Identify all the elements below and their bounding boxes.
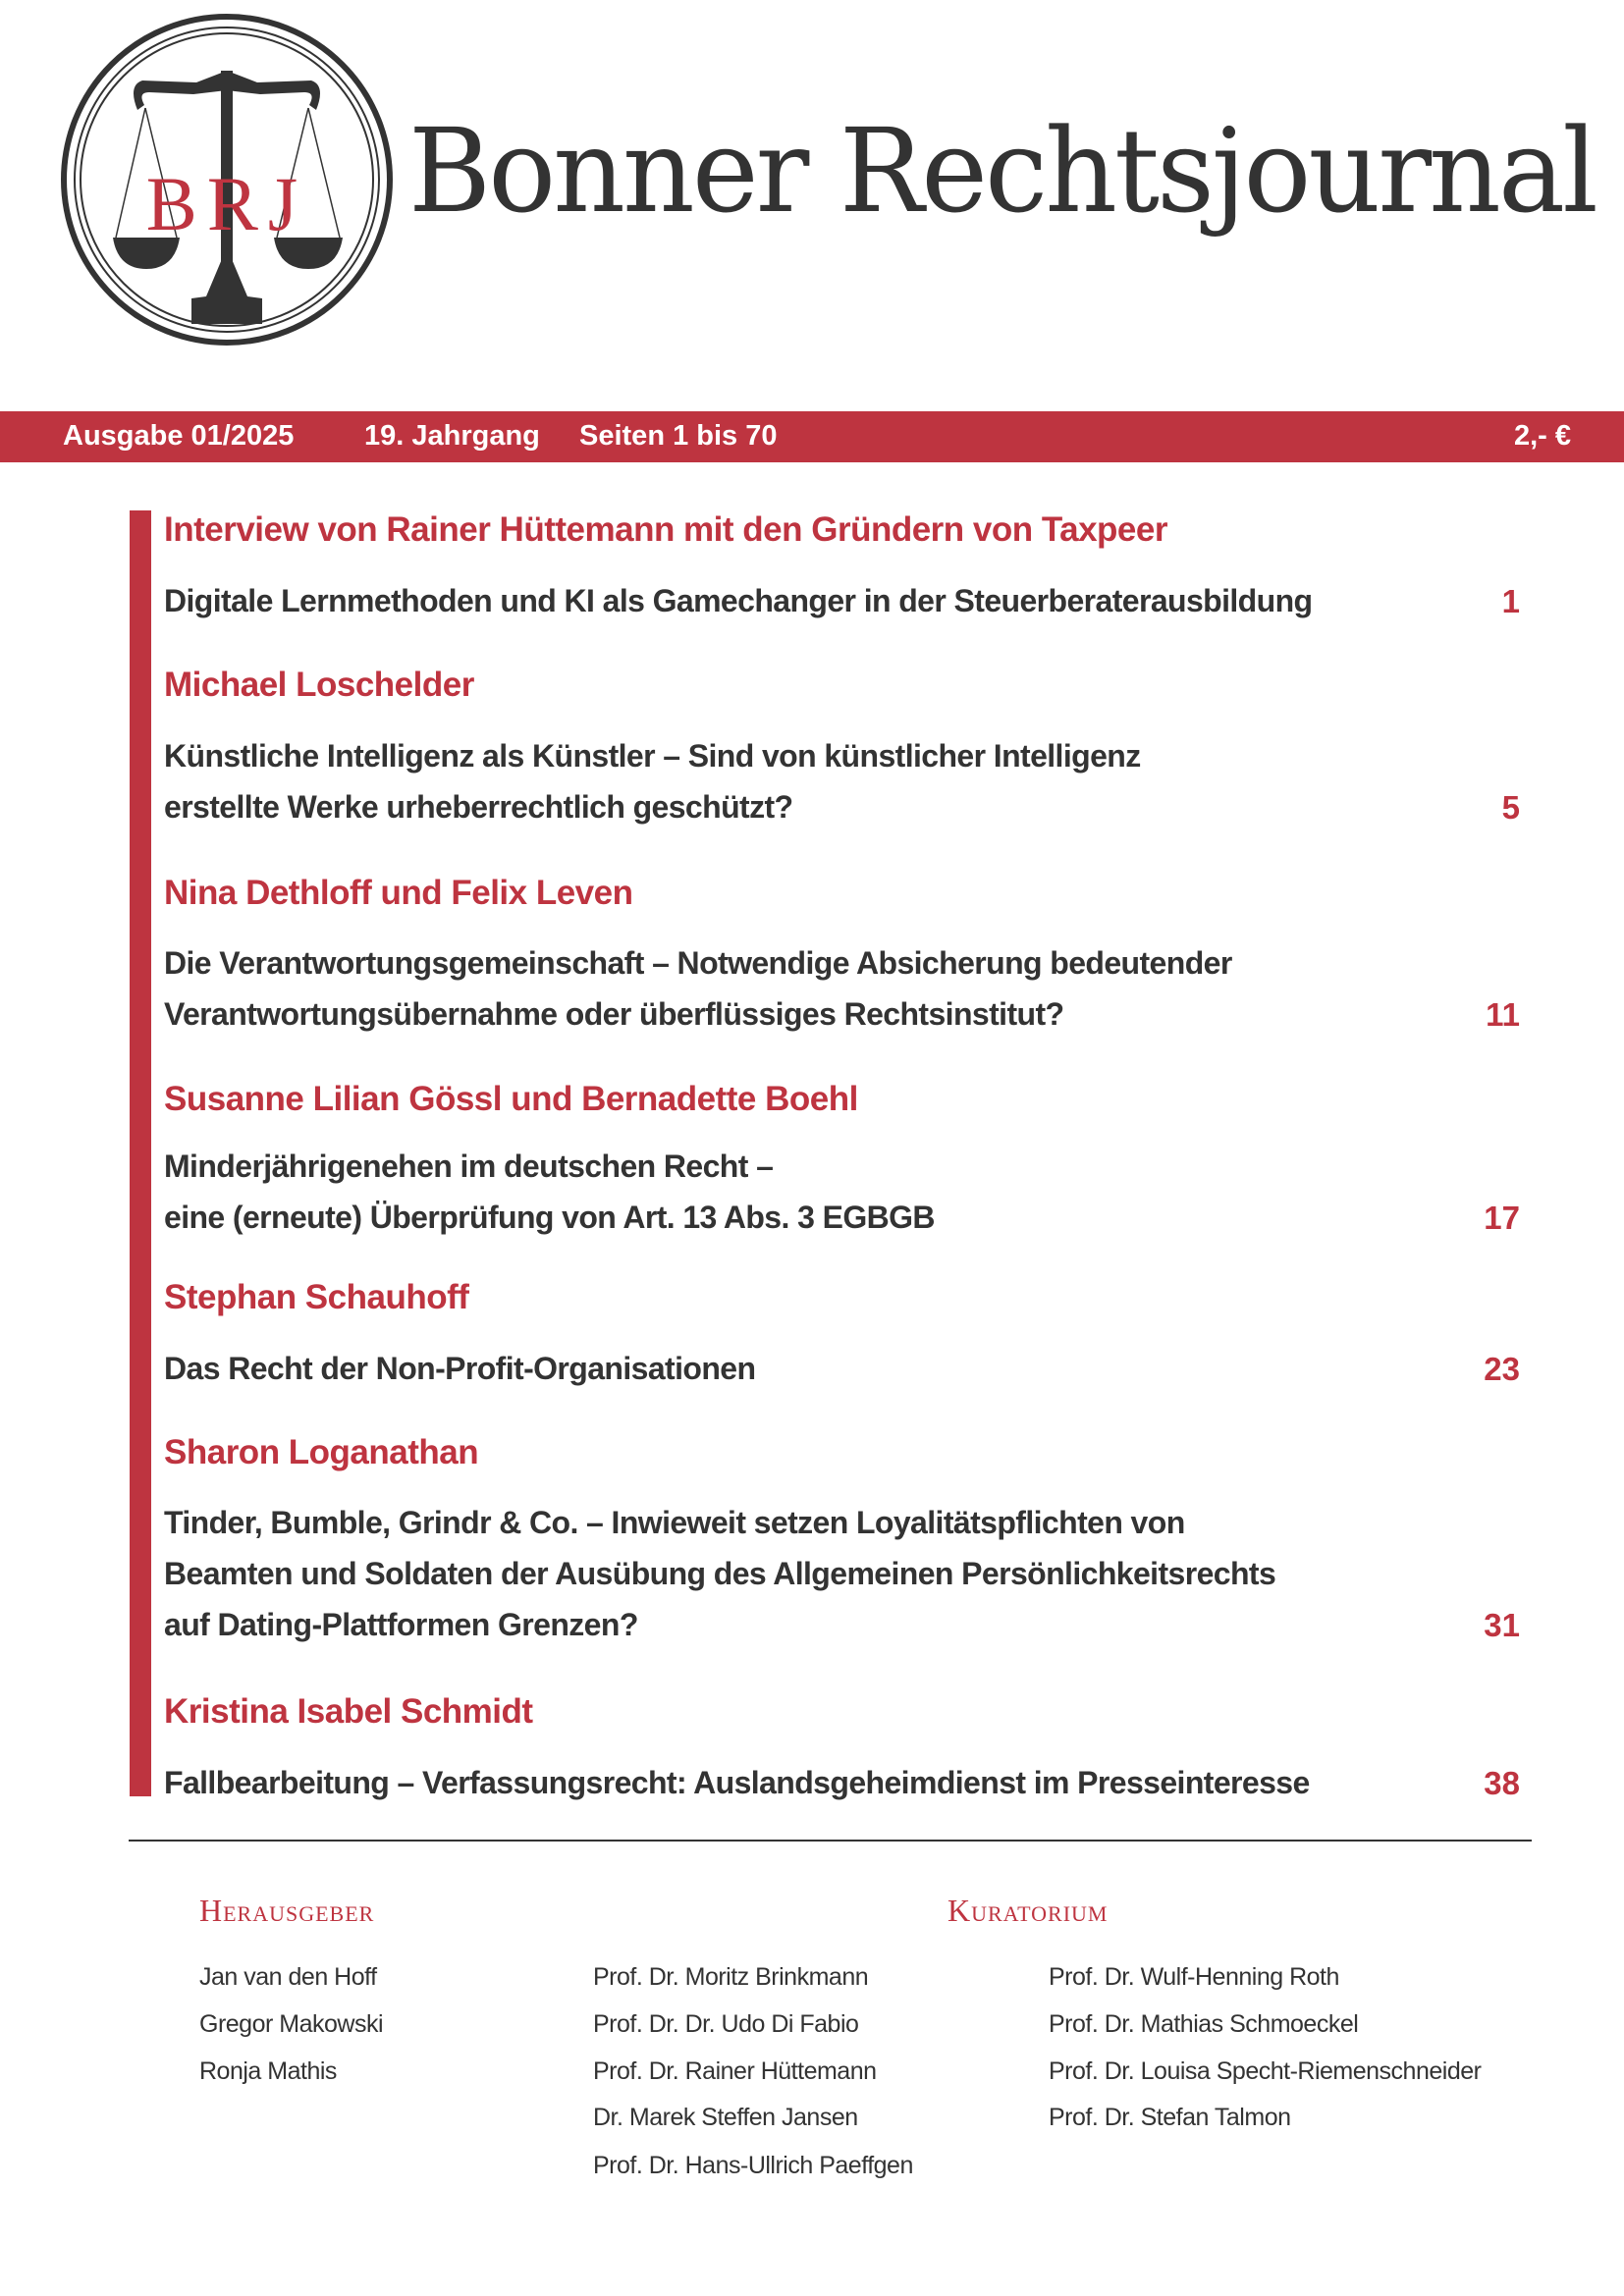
- article-title-line: Das Recht der Non-Profit-Organisationen: [164, 1351, 756, 1386]
- board-heading: Kuratorium: [947, 1893, 1109, 1928]
- article-author: Stephan Schauhoff: [164, 1278, 469, 1316]
- publisher-name: Gregor Makowski: [199, 2010, 383, 2038]
- article-title-line: Tinder, Bumble, Grindr & Co. – Inwieweit setzen Loyalitätspflichten von: [164, 1505, 1185, 1540]
- publisher-name: Jan van den Hoff: [199, 1963, 377, 1991]
- board-member-name: Prof. Dr. Wulf-Henning Roth: [1049, 1963, 1339, 1991]
- journal-title: Bonner Rechtsjournal: [408, 103, 1596, 239]
- article-title-line: Digitale Lernmethoden und KI als Gamechanger in der Steuerberaterausbildung: [164, 583, 1313, 618]
- board-member-name: Prof. Dr. Mathias Schmoeckel: [1049, 2010, 1359, 2038]
- issue-band: [0, 411, 1624, 462]
- svg-text:BRJ: BRJ: [145, 161, 308, 246]
- board-member-name: Prof. Dr. Louisa Specht-Riemenschneider: [1049, 2057, 1482, 2085]
- article-title-line: eine (erneute) Überprüfung von Art. 13 Abs. 3 EGBGB: [164, 1200, 935, 1235]
- publisher-name: Ronja Mathis: [199, 2057, 337, 2085]
- article-author: Nina Dethloff und Felix Leven: [164, 874, 633, 912]
- article-page-number: 23: [1484, 1351, 1520, 1387]
- article-title-line: Minderjährigenehen im deutschen Recht –: [164, 1148, 774, 1184]
- article-author: Michael Loschelder: [164, 666, 474, 704]
- article-title-line: Künstliche Intelligenz als Künstler – Sind von künstlicher Intelligenz: [164, 738, 1141, 774]
- article-title-line: Die Verantwortungsgemeinschaft – Notwendige Absicherung bedeutender: [164, 945, 1232, 981]
- board-member-name: Dr. Marek Steffen Jansen: [593, 2104, 858, 2131]
- article-title-line: Beamten und Soldaten der Ausübung des Allgemeinen Persönlichkeitsrechts: [164, 1556, 1276, 1591]
- board-member-name: Prof. Dr. Moritz Brinkmann: [593, 1963, 869, 1991]
- article-page-number: 11: [1486, 996, 1520, 1033]
- article-title-line: auf Dating-Plattformen Grenzen?: [164, 1607, 638, 1642]
- article-page-number: 5: [1501, 789, 1520, 826]
- board-member-name: Prof. Dr. Dr. Udo Di Fabio: [593, 2010, 859, 2038]
- article-title-line: Verantwortungsübernahme oder überflüssiges Rechtsinstitut?: [164, 996, 1064, 1032]
- article-author: Susanne Lilian Gössl und Bernadette Boehl: [164, 1080, 858, 1118]
- article-title-line: Fallbearbeitung – Verfassungsrecht: Auslandsgeheimdienst im Presseinteresse: [164, 1765, 1310, 1800]
- brj-scales-logo: [59, 12, 395, 347]
- toc-accent-bar: [130, 510, 151, 1796]
- board-member-name: Prof. Dr. Stefan Talmon: [1049, 2104, 1291, 2131]
- issue-number: Ausgabe 01/2025: [63, 420, 295, 452]
- article-title-line: erstellte Werke urheberrechtlich geschützt?: [164, 789, 793, 825]
- board-member-name: Prof. Dr. Hans-Ullrich Paeffgen: [593, 2152, 913, 2179]
- article-author: Interview von Rainer Hüttemann mit den Gründern von Taxpeer: [164, 510, 1167, 549]
- volume: 19. Jahrgang: [364, 420, 540, 452]
- article-author: Kristina Isabel Schmidt: [164, 1692, 533, 1731]
- price: 2,- €: [1513, 420, 1571, 452]
- publishers-heading: Herausgeber: [199, 1893, 375, 1928]
- article-page-number: 31: [1484, 1607, 1520, 1643]
- article-author: Sharon Loganathan: [164, 1433, 479, 1471]
- divider: [129, 1840, 1532, 1842]
- board-member-name: Prof. Dr. Rainer Hüttemann: [593, 2057, 877, 2085]
- article-page-number: 38: [1484, 1765, 1520, 1801]
- article-page-number: 1: [1501, 583, 1520, 619]
- page-range: Seiten 1 bis 70: [579, 420, 778, 452]
- article-page-number: 17: [1484, 1200, 1520, 1236]
